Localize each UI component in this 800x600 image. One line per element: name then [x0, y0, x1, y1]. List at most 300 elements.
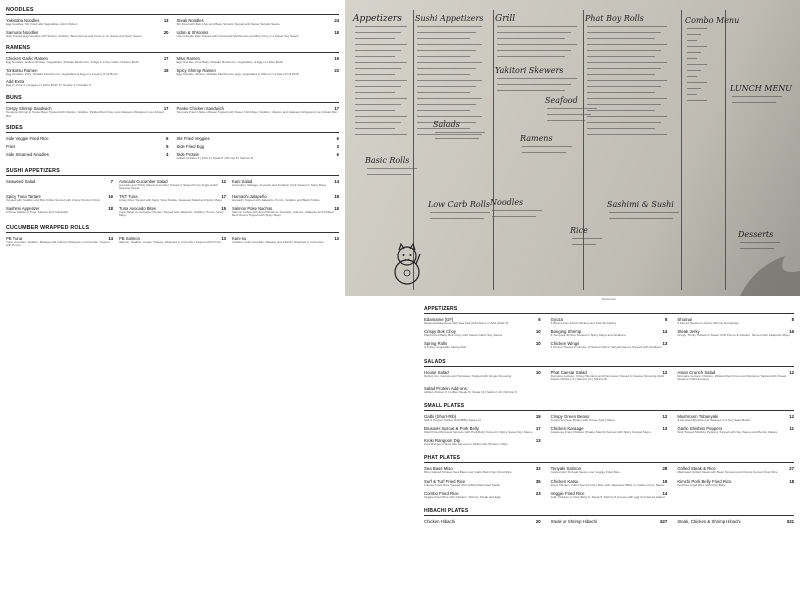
photo-item-line	[355, 26, 407, 27]
menu-item-description: Grilled chicken 6 | Grilled Steak 8 | Steak 10 | Salmon 10 | Shrimp 8	[424, 389, 517, 394]
photo-category-heading: Low Carb Rolls	[428, 200, 490, 209]
menu-item-name: Steak Jerky	[677, 329, 700, 335]
menu-item-name: Side Steamed Noodles	[6, 152, 49, 158]
menu-item-description: Avocado and Thinly Sliced Cucumber Tossed in Sweet Ponzu Topped with Sesame Seeds	[119, 182, 218, 191]
photo-item-line	[417, 98, 482, 99]
photo-category-heading: Sushi Appetizers	[415, 14, 484, 23]
menu-item-name: Fries	[6, 144, 16, 150]
photo-item-line	[587, 56, 655, 57]
menu-item-name: Udon & Shrooms	[176, 29, 209, 35]
photo-item-line	[547, 108, 597, 109]
menu-item	[177, 56, 340, 65]
photo-category-heading: Sashimi & Sushi	[607, 200, 674, 209]
menu-item-name: Stir Fried Veggies	[176, 136, 210, 142]
photo-item-line	[417, 80, 482, 81]
photo-item-line	[497, 56, 565, 57]
plant-silhouette-icon	[730, 236, 800, 296]
menu-item-name: Teriyaki Salmon	[550, 466, 581, 472]
menu-item-name: PB Tuna	[6, 235, 23, 241]
menu-item-description: Veggie Fried Rice with Chicken, Shrimp, Steak and Egg	[424, 494, 501, 499]
menu-item-name: Brussels Sprout & Pork Belly	[424, 425, 479, 431]
photo-category-heading: Basic Rolls	[365, 156, 410, 165]
menu-item	[6, 106, 169, 118]
right-menu-document	[398, 296, 800, 600]
photo-category-heading: Yakitori Skewers	[495, 66, 564, 75]
menu-item-name: Steak Noodles	[176, 18, 204, 23]
photo-item-line	[355, 128, 395, 129]
menu-item-name: Side Veggie Fried Rice	[6, 136, 49, 142]
menu-item-name: Kani-su	[232, 235, 247, 241]
menu-item-price: 8	[664, 317, 668, 322]
photo-item-line	[417, 86, 476, 87]
photo-item-line	[417, 134, 482, 135]
photo-item-line	[587, 32, 661, 33]
menu-item-price: 3	[336, 144, 339, 150]
menu-item-description: Imitation Crab, Avocado, Masago and Cilantro Wrapped in Cucumber	[232, 239, 324, 244]
photo-item-line	[587, 122, 661, 123]
menu-item-price: 5	[166, 144, 169, 150]
menu-item-name: Add Extra	[6, 79, 25, 85]
photo-item-line	[587, 62, 667, 63]
menu-item-name: Kimchi Pork Belly Fried Rice	[677, 478, 732, 484]
menu-item-name: Chicken Wings	[550, 341, 580, 347]
menu-item-description: Topped with Scallion and Bits Tobiko Served with Crispy Wonton Chips	[6, 197, 100, 202]
menu-item-price: 14	[662, 329, 668, 335]
photo-item-line	[417, 116, 482, 117]
menu-item	[551, 519, 668, 524]
photo-item-line	[587, 104, 661, 105]
menu-item-description: Wok Tossed Egg Noodles with Shrimp, Scallion, Bean Sprout and Onion in an Sweet and Spicy Sauce	[6, 33, 142, 38]
menu-item-price: 17	[334, 105, 339, 111]
photo-item-line	[497, 26, 577, 27]
menu-item-name: Banging Shrimp	[550, 329, 582, 335]
photo-item-line	[497, 84, 571, 85]
menu-item-description: Fried Chicken Cutlet Served Over Rice with Japanese BBQ or Golden Curry Sauce	[550, 482, 665, 487]
menu-item-name: Phat Caesar Salad	[550, 369, 587, 375]
menu-item	[424, 479, 541, 488]
section-items	[6, 236, 339, 251]
photo-item-line	[687, 28, 707, 29]
photo-item-line	[355, 50, 401, 51]
menu-item-name: Spring Rolls	[424, 341, 448, 347]
menu-item	[177, 106, 340, 118]
menu-item	[677, 414, 794, 423]
photo-item-line	[587, 92, 655, 93]
menu-item	[6, 68, 169, 77]
photo-item-line	[492, 216, 536, 217]
menu-item-name: Chicken Hibachi	[424, 518, 456, 524]
menu-item-price: 18	[334, 205, 339, 211]
menu-item-description: 3 Crispy Vegetable Spring Roll	[424, 345, 466, 350]
menu-item-name: Galbi (Short-Rib)	[424, 413, 457, 419]
menu-item-description: Kani Rangoon Style Dip Served on Skillet with Wonton Chips	[424, 442, 508, 447]
menu-item-price: 14	[334, 178, 339, 184]
menu-item-description: 6 Tempura Shrimp Tossed in Spicy Mayo and Scallions	[550, 333, 626, 338]
menu-item	[551, 317, 668, 326]
menu-item	[6, 136, 169, 141]
menu-item-description: Egg Noodles, Grilled Chicken, Vegetables, Shiitake Mushroom, & Egg in a Soy Garlic Chicken Broth	[6, 60, 139, 65]
menu-item	[177, 144, 340, 149]
menu-item	[551, 341, 668, 350]
menu-item	[551, 466, 668, 475]
photo-item-line	[497, 90, 565, 91]
menu-item-name: Kani Salad	[232, 178, 253, 184]
photo-divider	[681, 10, 682, 290]
photo-item-line	[355, 62, 407, 63]
menu-item-description: Cucumber, Masago, Avocado and Imitation Crab Tossed in Spicy Mayo	[232, 182, 327, 187]
menu-item	[677, 329, 794, 338]
photo-item-line	[497, 32, 571, 33]
menu-item-name: PB Salmon	[119, 235, 140, 241]
menu-item-description: Egg Noodles, Pork Belly, Shiitake Mushroom, Vegetables, & Egg in a Miso Broth	[176, 60, 284, 65]
photo-item-line	[587, 128, 655, 129]
section-items	[424, 317, 794, 354]
photo-item-line	[355, 56, 395, 57]
menu-item-name: Grilled Steak & Rice	[677, 466, 716, 472]
photo-item-line	[355, 110, 395, 111]
photo-item-line	[587, 134, 667, 135]
photo-item-line	[417, 50, 476, 51]
menu-item-price: 13	[334, 235, 339, 241]
menu-item-name: Seaweed Salad	[6, 178, 36, 184]
photo-item-line	[492, 210, 542, 211]
menu-item-price: 20	[535, 518, 541, 524]
menu-item-description: Glazed with Teriyaki Sauce over Veggie Fried Rice	[550, 470, 620, 475]
menu-item-name: Salad Protein Add-ons:	[424, 385, 468, 391]
photo-item-line	[417, 62, 482, 63]
menu-item	[424, 438, 541, 447]
photo-item-line	[417, 38, 470, 39]
menu-item	[424, 386, 541, 395]
menu-item-name: Salmon Poke Nachos	[232, 205, 273, 211]
menu-item-price: 18	[334, 193, 339, 199]
section-heading: SIDES	[6, 125, 339, 133]
menu-item-name: Edamame [GF]	[424, 317, 454, 322]
menu-item-name: Steak or Shrimp Hibachi	[550, 518, 597, 524]
menu-item	[177, 30, 340, 39]
menu-item	[677, 317, 794, 326]
menu-item-description: Udon Noodle Wok Tossed with 3 Assorted Mushrooms and Bok Choy in a Sweet Soy Sauce	[176, 33, 299, 38]
menu-item-price: 13	[662, 341, 668, 347]
menu-item-price: 19	[535, 413, 541, 419]
menu-item-description: 9 Piece Sashimi (Tuna, Salmon and Yellowtail)	[6, 209, 68, 214]
menu-item	[119, 179, 226, 191]
menu-item-price: 23	[535, 490, 541, 496]
photo-item-line	[587, 86, 661, 87]
menu-item-price: 13	[163, 18, 169, 23]
photo-item-line	[355, 134, 407, 135]
photo-item-line	[587, 68, 661, 69]
photo-item-line	[497, 50, 571, 51]
menu-item-description: Egg Noodles, Stir Fried with Vegetables, Add Chicken	[6, 22, 78, 26]
menu-item-name: Garlic Shishito Peppers	[677, 425, 723, 431]
photo-item-line	[572, 244, 596, 245]
section-heading: CUCUMBER WRAPPED ROLLS	[6, 225, 339, 233]
menu-item-name: Yakisoba Noodles	[6, 18, 40, 23]
menu-item-name: Shumai	[677, 317, 692, 322]
menu-item-price: 19	[163, 67, 169, 73]
menu-item	[177, 18, 340, 27]
photo-item-line	[417, 56, 470, 57]
menu-item	[6, 144, 169, 149]
photo-category-heading: Desserts	[738, 230, 774, 239]
photo-item-line	[687, 82, 707, 83]
menu-item-name: TNT Tuna	[119, 193, 138, 199]
menu-item-price: 10	[535, 329, 541, 335]
menu-item	[6, 30, 169, 39]
menu-item-description: Miso Glazed Chilean Sea Bass over Garlic Bok Choy Fried Rice	[424, 470, 512, 475]
photo-item-line	[430, 212, 490, 213]
photo-item-line	[497, 78, 577, 79]
menu-item-name: Sea Bass Miso	[424, 466, 453, 472]
photo-divider	[583, 10, 584, 290]
photo-category-heading: Grill	[495, 14, 516, 24]
menu-item-name: Mushroom Tobanyaki	[677, 413, 719, 419]
menu-item	[551, 414, 668, 423]
photo-item-line	[587, 98, 667, 99]
menu-item-row	[6, 136, 169, 141]
menu-item-description: 6 Pieces Tossed in Choice of Sweet Chili or Teriyaki Sauce Topped with Scallions	[550, 345, 662, 350]
menu-item	[424, 370, 541, 382]
menu-item-price: 15	[221, 205, 226, 211]
menu-item-description: Salt & Pepper Grilled (Add BBQ Sauce 2)	[424, 417, 481, 422]
photo-item-line	[417, 104, 476, 105]
photo-item-line	[355, 32, 401, 33]
menu-item-name: Chicken Karaage	[550, 425, 584, 431]
photo-item-line	[609, 218, 673, 219]
menu-item-price: 12	[662, 413, 668, 419]
menu-item-price: 17	[221, 193, 226, 199]
menu-item-description: Marinated Grilled Steak with Bean Sprouts and Onions Served Over Rice	[677, 470, 778, 475]
section-items	[6, 56, 339, 91]
menu-item-name: Veggie Fried Rice	[550, 490, 585, 496]
menu-item	[551, 491, 668, 500]
menu-item-description: Hamachi Topped with Jalapeño, Ponzu, Scallion and Black Tobiko	[232, 197, 320, 202]
photo-divider	[725, 10, 726, 290]
menu-item-description: Flash Fried Brussels Sprouts with Pork Belly Tossed in Spicy Sweet Soy Sauce	[424, 429, 533, 434]
menu-item	[232, 206, 339, 218]
photo-item-line	[355, 122, 401, 123]
menu-item-description: Wok Tossed Shishito Peppers Topped with Soy Sauce and Bonito Flakes	[677, 429, 778, 434]
photo-item-line	[367, 174, 411, 175]
menu-item	[677, 426, 794, 435]
menu-item-name: Chicken Garlic Ramen	[6, 56, 48, 62]
menu-item-price: 16	[789, 329, 794, 335]
photo-item-line	[355, 116, 407, 117]
menu-item	[424, 341, 541, 350]
menu-item	[424, 491, 541, 500]
photo-item-line	[430, 218, 484, 219]
menu-item	[119, 206, 226, 218]
photo-item-line	[687, 34, 701, 35]
menu-item	[551, 426, 668, 435]
menu-item-name: Spicy Tuna Tartare	[6, 193, 41, 199]
menu-item-row	[177, 144, 340, 149]
menu-item-name: Crispy Bok Choy	[424, 329, 456, 335]
section-heading: BUNS	[6, 95, 339, 103]
menu-item-price: 19	[334, 56, 339, 62]
section-items	[424, 466, 794, 503]
menu-item	[424, 466, 541, 475]
photo-item-line	[417, 68, 476, 69]
photo-item-line	[355, 98, 407, 99]
menu-item-description: Romaine Lettuce, Crispy Wontons and Parmesan Tossed in Caesar Dressing (Add Panko Chicken 5 | Salmon 10 | Shrimp 8)	[550, 373, 664, 382]
menu-item-description: Steamed Edamame with Sea Salt (Add Spice 2, Add Garlic 3)	[424, 321, 509, 325]
menu-item-description: Tempura Green Beans with House Spicy Mayo	[550, 417, 615, 422]
photo-item-line	[587, 44, 667, 45]
photo-item-line	[522, 152, 566, 153]
photo-item-line	[587, 110, 655, 111]
section-items	[424, 519, 794, 528]
menu-item	[6, 236, 113, 248]
section-items	[424, 414, 794, 451]
photo-item-line	[497, 44, 577, 45]
menu-item-description: Stir Fried with Bok Choy and Bean Sprouts Topped with Sweet Teriyaki Sauce	[176, 22, 280, 26]
photo-item-line	[355, 74, 395, 75]
photo-item-line	[547, 114, 591, 115]
menu-item-name: Spicy Shrimp Ramen	[176, 67, 216, 73]
photo-item-line	[587, 26, 667, 27]
menu-item-price: 12	[221, 178, 226, 184]
photo-item-line	[687, 46, 707, 47]
menu-item-row	[677, 519, 794, 524]
photo-item-line	[367, 168, 417, 169]
menu-item-price: 4	[166, 152, 169, 158]
menu-item-price: $27	[660, 518, 668, 524]
photo-item-line	[417, 44, 482, 45]
menu-item-name: Kroki Rangoon Dip	[424, 438, 461, 444]
photo-item-line	[732, 96, 782, 97]
photo-item-line	[687, 88, 701, 89]
menu-item-price: 20	[163, 29, 169, 35]
menu-item	[677, 466, 794, 475]
menu-item-description: Japanese Fried Chicken (Potato Starch) Served with Spicy Kewpie Mayo	[550, 429, 651, 434]
menu-item-name: Surf & Turf Fried Rice	[424, 478, 466, 484]
menu-item-price: 12	[789, 369, 794, 375]
photo-divider	[493, 10, 494, 290]
photo-item-line	[522, 146, 572, 147]
menu-item	[177, 68, 340, 77]
menu-item-name: Sashimi Appetizer	[6, 205, 40, 211]
menu-item-name: House Salad	[424, 369, 449, 375]
menu-item	[6, 206, 113, 218]
menu-item	[232, 179, 339, 191]
menu-item-price: 28	[662, 466, 668, 472]
menu-item	[677, 370, 794, 382]
section-heading: SUSHI APPETIZERS	[6, 168, 339, 176]
photo-item-line	[355, 92, 395, 93]
menu-item-description: Tuna, Avocado, Scallion, Masago and Cilantro Wrapped in Cucumber, Topped with Ponzu	[6, 239, 110, 248]
menu-item-price: 13	[662, 425, 668, 431]
photo-item-line	[732, 102, 776, 103]
menu-item	[424, 329, 541, 338]
photo-item-line	[355, 44, 407, 45]
photo-item-line	[587, 38, 655, 39]
menu-item-name: Side Fried Egg	[176, 144, 205, 150]
menu-item-description: Flash Fried Baby Bok Choy with Sweet Garlic Soy Sauce	[424, 333, 503, 338]
photo-item-line	[355, 80, 407, 81]
section-heading: PHAT PLATES	[424, 455, 794, 463]
section-heading: NOODLES	[6, 7, 339, 15]
menu-item-price: 23	[334, 67, 339, 73]
menu-item-description: Lobster Fried Rice Topped with Grilled Marinated Steak	[424, 482, 500, 487]
menu-item-description: Spring mix, Carrots and Tomatoes Topped with Ginger Dressing	[424, 373, 512, 378]
menu-item	[424, 519, 541, 524]
menu-item-description: Tuna Tartar on Avocado Chunks, Topped with Jalapeño, Scallion, Ponzu, Spicy Mayo	[119, 209, 224, 218]
menu-item-row	[177, 136, 340, 141]
menu-item	[177, 136, 340, 141]
menu-item	[677, 479, 794, 488]
lucky-cat-icon	[389, 242, 425, 286]
menu-item-price: 17	[535, 425, 541, 431]
menu-item-price: 18	[334, 29, 339, 35]
menu-item-price: 13	[221, 235, 226, 241]
section-items	[424, 370, 794, 398]
section-items	[6, 106, 339, 121]
menu-item	[119, 194, 226, 203]
menu-item-price: 6	[166, 136, 169, 142]
photo-item-line	[435, 132, 485, 133]
menu-item-description: Crispy Rice Topped with Spicy Tuna Tartare, Seaweed Salad and Spicy Mayo	[119, 197, 222, 202]
menu-item-description: 5 Pieces Pan Fried Chicken and Pork Dumpling	[550, 321, 617, 325]
photo-item-line	[609, 212, 679, 213]
photo-item-line	[417, 110, 470, 111]
menu-item-price: 6	[336, 152, 339, 158]
photo-item-line	[687, 52, 701, 53]
menu-item	[119, 236, 226, 248]
menu-item-description: Egg 2 | Pork 4 | Veggies 2 | Extra Broth 5 | Noodle 4 | Noodles 5	[6, 83, 91, 88]
menu-item-name: Miso Ramen	[176, 56, 201, 62]
menu-item	[6, 152, 169, 161]
menu-item-price: 12	[662, 369, 668, 375]
photo-category-heading: Rice	[570, 226, 588, 235]
menu-item	[551, 370, 668, 382]
menu-item-description: Romaine Lettuce, Cilantro, Pickled Red Onion and Wontons Topped with Sweet Sesame Chili Dressing	[677, 373, 787, 382]
photo-item-line	[687, 76, 697, 77]
menu-item-name: Panko Chicken Sandwich	[176, 105, 224, 111]
section-heading: SMALL PLATES	[424, 403, 794, 411]
menu-item-price: 7	[110, 178, 113, 184]
photo-item-line	[687, 64, 707, 65]
photo-item-line	[435, 138, 479, 139]
menu-item	[232, 194, 339, 203]
menu-item-price: 19	[662, 478, 668, 484]
menu-item-description: 4 Pieces Steamed Jumbo Shrimp Dumplings	[677, 321, 739, 325]
photo-item-line	[417, 74, 470, 75]
menu-item-description: Egg Noodles, Pork, Shiitake Mushrooms, Vegetables & Egg in a Creamy Pork Broth	[6, 71, 118, 76]
section-heading: SALADS	[424, 359, 794, 367]
menu-item-description: Tempura Shrimp in Texas Mayo Topped with Cilantro, Scallion, Pickled Red Onion and Jalapeno Wrapped in an Artisan Bun	[6, 109, 164, 118]
menu-item-name: Asian Crunch Salad	[677, 369, 716, 375]
menu-item-row	[551, 519, 668, 524]
photo-item-line	[355, 38, 395, 39]
menu-item-description: 3 Assorted Mushrooms Sauteed in a Soy Sake Butter	[677, 417, 751, 422]
section-heading: HIBACHI PLATES	[424, 508, 794, 516]
menu-item-price: 27	[789, 466, 794, 472]
photo-item-line	[355, 86, 401, 87]
menu-item-description: Egg Noodles, Shrimp, Shiitake Mushrooms, Egg, Vegetables & Shrimp in a Spicy Pork Broth	[176, 71, 300, 76]
menu-item-price: 16	[108, 193, 113, 199]
menu-item-name: Gyoza	[550, 317, 564, 322]
menu-item-description: Salmon Cubes with Fried Wontons, Avocado, Cilantro, Jalapeño and Pickled Red Onions Topped with Spicy Mayo	[232, 209, 334, 218]
photo-category-heading: Phat Boy Rolls	[585, 14, 644, 23]
top-note: Mushroom	[601, 297, 617, 301]
photo-item-line	[587, 80, 667, 81]
menu-item-price: 18	[789, 478, 794, 484]
photo-category-heading: LUNCH MENU	[730, 84, 793, 93]
menu-item-price: $31	[786, 518, 794, 524]
section-heading: RAMENS	[6, 45, 339, 53]
